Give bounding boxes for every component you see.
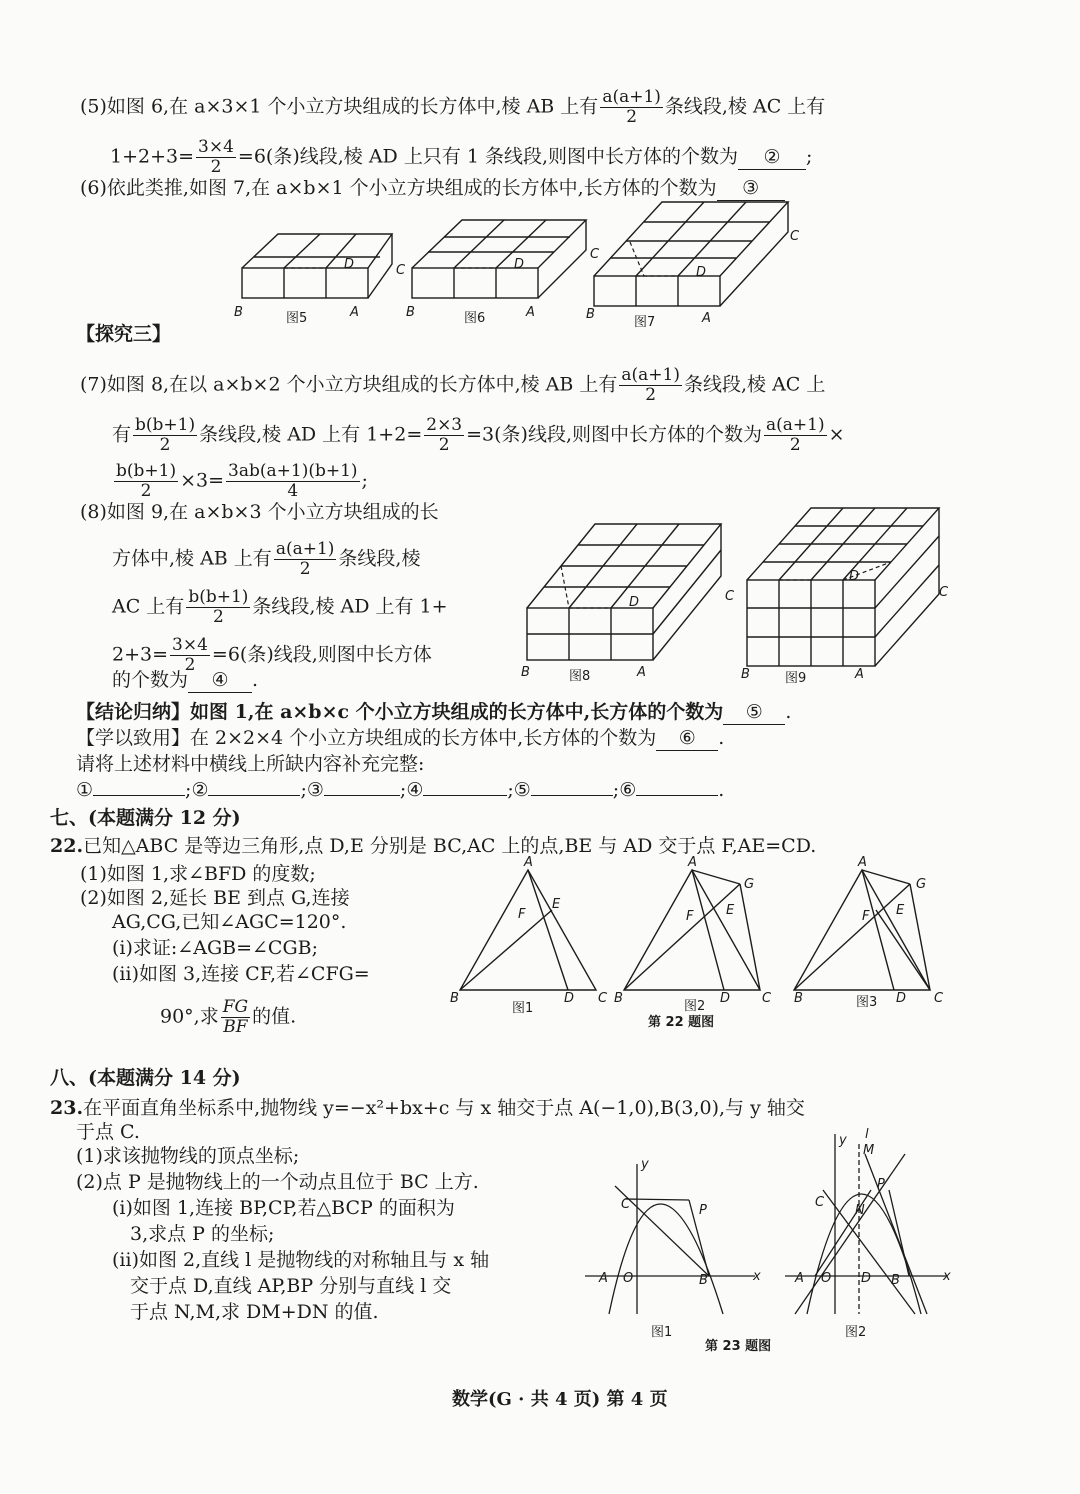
answer-blank-4[interactable]: ④	[188, 668, 252, 693]
frac-num: a(a+1)	[602, 87, 661, 107]
conclusion-text: 【结论归纳】如图 1,在 a×b×c 个小立方块组成的长方体中,长方体的个数为	[76, 701, 724, 723]
label-D: D	[564, 991, 575, 1006]
label-C: C	[939, 585, 949, 600]
fraction	[274, 540, 337, 579]
answer-blank-3[interactable]: ③	[717, 176, 785, 201]
frac-num: FG	[222, 997, 249, 1017]
instruction-line: 请将上述材料中横线上所缺内容补充完整:	[76, 753, 425, 775]
fraction	[133, 416, 197, 455]
ans-label-6: ;⑥	[612, 779, 637, 801]
label-y: y	[641, 1157, 649, 1172]
fig8-caption: 图8	[569, 669, 591, 684]
frac-den: 2	[184, 655, 196, 675]
q23-part2-i-a: (ⅰ)如图 1,连接 BP,CP,若△BCP 的面积为	[112, 1197, 455, 1219]
answer-blank-2[interactable]: ②	[738, 145, 806, 170]
label-D: D	[344, 257, 355, 272]
label-C: C	[621, 1197, 631, 1212]
label-A: A	[599, 1271, 608, 1286]
q5-text-a: (5)如图 6,在 a×3×1 个小立方块组成的长方体中,棱 AB 上有	[80, 95, 599, 118]
label-C: C	[598, 991, 608, 1006]
q8-line5	[112, 668, 258, 693]
frac-num: b(b+1)	[188, 587, 249, 607]
q22-l7-a: 90°,求	[160, 1005, 219, 1028]
q5-line2	[110, 138, 812, 177]
apply-line	[76, 726, 724, 751]
q7-text-b: 条线段,棱 AC 上	[684, 373, 826, 396]
q8-line1: (8)如图 9,在 a×b×3 个小立方块组成的长	[80, 501, 439, 523]
q23-number: 23.	[50, 1097, 84, 1119]
answers-line	[76, 778, 724, 802]
label-C: C	[762, 991, 772, 1006]
label-y: y	[839, 1133, 847, 1148]
label-D: D	[696, 265, 707, 280]
q7-l2-c: =3(条)线段,则图中长方体的个数为	[466, 423, 763, 446]
q23-part2: (2)点 P 是抛物线上的一个动点且位于 BC 上方.	[76, 1171, 479, 1193]
label-C: C	[790, 229, 800, 244]
q22-part2-b: AG,CG,已知∠AGC=120°.	[112, 911, 347, 933]
label-A: A	[688, 855, 697, 870]
label-x: x	[753, 1269, 761, 1284]
label-G: G	[916, 877, 927, 892]
label-B: B	[521, 665, 530, 680]
frac-num: 3×4	[198, 137, 234, 157]
frac-num: a(a+1)	[766, 415, 825, 435]
q23-fig1-caption: 图1	[651, 1325, 673, 1340]
ans-label-2: ;②	[185, 779, 209, 801]
label-A: A	[637, 665, 646, 680]
q8-l3-a: AC 上有	[112, 595, 185, 618]
conclusion-end: .	[785, 701, 792, 723]
q23-fig2-caption: 图2	[845, 1325, 867, 1340]
frac-den: 2	[645, 385, 657, 405]
q22-line7	[160, 998, 296, 1037]
q22-part1: (1)如图 1,求∠BFD 的度数;	[80, 863, 316, 885]
frac-den: 2	[789, 435, 801, 455]
q6-text: (6)依此类推,如图 7,在 a×b×1 个小立方块组成的长方体中,长方体的个数为	[80, 177, 717, 199]
q23-part1: (1)求该抛物线的顶点坐标;	[76, 1145, 300, 1167]
label-A: A	[524, 855, 533, 870]
label-O: O	[623, 1271, 634, 1286]
answer-input-6[interactable]	[636, 795, 718, 796]
label-D: D	[896, 991, 907, 1006]
q22-l7-b: 的值.	[252, 1005, 297, 1028]
label-B: B	[891, 1273, 900, 1288]
frac-num: a(a+1)	[275, 539, 335, 559]
label-B: B	[450, 991, 459, 1006]
frac-den: 4	[287, 481, 299, 501]
q5-text-b: 条线段,棱 AC 上有	[664, 95, 826, 118]
q22-caption: 第 22 题图	[648, 1015, 715, 1030]
q22-fig1-caption: 图1	[512, 1001, 534, 1016]
q7-l2-b: 条线段,棱 AD 上有 1+2=	[199, 423, 423, 446]
label-C: C	[815, 1195, 825, 1210]
frac-den: BF	[223, 1017, 248, 1037]
figures-5-6-7	[230, 196, 810, 336]
q23-part2-i-b: 3,求点 P 的坐标;	[130, 1223, 275, 1245]
q8-l4-a: 2+3=	[112, 643, 169, 666]
page-footer: 数学(G · 共 4 页) 第 4 页	[452, 1389, 668, 1410]
frac-num: b(b+1)	[116, 461, 177, 481]
fig6-caption: 图6	[464, 311, 486, 326]
label-N: N	[855, 1203, 865, 1218]
q22-part2-i: (ⅰ)求证:∠AGB=∠CGB;	[112, 937, 319, 959]
q5-line2-a: 1+2+3=	[110, 145, 195, 168]
q8-l2-a: 方体中,棱 AB 上有	[112, 547, 272, 570]
answer-input-3[interactable]	[324, 795, 400, 796]
fraction	[114, 462, 178, 501]
apply-text: 【学以致用】在 2×2×4 个小立方块组成的长方体中,长方体的个数为	[76, 727, 657, 749]
label-A: A	[858, 855, 867, 870]
q8-l4-b: =6(条)线段,则图中长方体	[211, 643, 432, 666]
answer-input-1[interactable]	[93, 795, 185, 796]
label-M: M	[863, 1143, 875, 1158]
frac-num: 2×3	[426, 415, 463, 435]
cuboid-figures-8-9-svg	[515, 500, 955, 690]
label-B: B	[794, 991, 803, 1006]
q23-line2: 于点 C.	[76, 1121, 140, 1143]
label-A: A	[855, 667, 864, 682]
label-D: D	[849, 569, 860, 584]
frac-den: 2	[299, 559, 311, 579]
figures-8-9	[515, 500, 955, 690]
q23-part2-ii-c: 于点 N,M,求 DM+DN 的值.	[130, 1301, 379, 1323]
q22-figures	[448, 854, 958, 1034]
fraction	[764, 416, 827, 455]
ans-label-4: ;④	[399, 779, 424, 801]
label-D: D	[514, 257, 525, 272]
label-B: B	[614, 991, 623, 1006]
label-E: E	[552, 897, 561, 912]
q22-fig2-caption: 图2	[684, 999, 706, 1014]
q5-line1	[80, 88, 825, 127]
q23-line1	[50, 1096, 805, 1120]
label-A: A	[526, 305, 535, 320]
label-P: P	[699, 1203, 707, 1218]
q22-stem: 已知△ABC 是等边三角形,点 D,E 分别是 BC,AC 上的点,BE 与 AD 交于点 F,AE=CD.	[83, 835, 817, 857]
q5-end: ;	[806, 145, 813, 168]
explore3-heading: 【探究三】	[76, 323, 172, 345]
frac-den: 2	[438, 435, 450, 455]
label-F: F	[686, 909, 694, 924]
frac-num: 3×4	[172, 635, 208, 655]
parabola-figures-svg	[575, 1124, 965, 1354]
fraction	[600, 88, 663, 127]
q7-line2	[112, 416, 845, 455]
label-B: B	[406, 305, 415, 320]
answer-input-5[interactable]	[531, 795, 613, 796]
q7-text-a: (7)如图 8,在以 a×b×2 个小立方块组成的长方体中,棱 AB 上有	[80, 373, 618, 396]
section7-heading: 七、(本题满分 12 分)	[50, 807, 241, 829]
fraction	[619, 366, 682, 405]
frac-den: 2	[212, 607, 224, 627]
q8-line3	[112, 588, 448, 627]
q22-part2-ii: (ⅱ)如图 3,连接 CF,若∠CFG=	[112, 963, 370, 985]
label-F: F	[518, 907, 526, 922]
q7-l3-b: ;	[361, 469, 368, 492]
fraction	[226, 462, 360, 501]
frac-den: 2	[626, 107, 638, 127]
frac-den: 2	[210, 157, 222, 177]
q23-part2-ii-a: (ⅱ)如图 2,直线 l 是抛物线的对称轴且与 x 轴	[112, 1249, 490, 1271]
frac-den: 2	[159, 435, 171, 455]
q8-l2-b: 条线段,棱	[338, 547, 421, 570]
q23-part2-ii-b: 交于点 D,直线 AP,BP 分别与直线 l 交	[130, 1275, 452, 1297]
ans-label-5: ;⑤	[507, 779, 531, 801]
q7-l2-a: 有	[112, 423, 132, 446]
q22-part2-a: (2)如图 2,延长 BE 到点 G,连接	[80, 887, 350, 909]
triangle-figures-svg	[448, 854, 958, 1034]
label-A: A	[350, 305, 359, 320]
q22-number: 22.	[50, 835, 84, 857]
apply-end: .	[718, 727, 725, 749]
answer-input-4[interactable]	[423, 795, 507, 796]
q7-line3	[112, 462, 368, 501]
ans-end: .	[718, 779, 725, 801]
frac-num: a(a+1)	[621, 365, 680, 385]
label-D: D	[720, 991, 731, 1006]
fig9-caption: 图9	[785, 671, 807, 686]
answer-blank-6[interactable]: ⑥	[656, 726, 718, 751]
label-x: x	[943, 1269, 951, 1284]
label-P: P	[877, 1177, 885, 1192]
fig5-caption: 图5	[286, 311, 308, 326]
fraction	[186, 588, 250, 627]
q8-l5-b: .	[252, 669, 259, 691]
label-C: C	[725, 589, 735, 604]
q8-l5-a: 的个数为	[112, 669, 189, 691]
fraction	[424, 416, 464, 455]
q5-line2-b: =6(条)线段,棱 AD 上只有 1 条线段,则图中长方体的个数为	[237, 145, 739, 168]
label-C: C	[934, 991, 944, 1006]
label-l: l	[865, 1127, 869, 1142]
answer-input-2[interactable]	[208, 795, 300, 796]
label-E: E	[896, 903, 905, 918]
label-G: G	[744, 877, 755, 892]
q23-figures	[575, 1124, 965, 1354]
frac-num: 3ab(a+1)(b+1)	[228, 461, 358, 481]
ans-label-1: ①	[76, 779, 94, 801]
q7-line1	[80, 366, 825, 405]
frac-den: 2	[140, 481, 152, 501]
q22-fig3-caption: 图3	[856, 995, 878, 1010]
q7-l2-d: ×	[828, 423, 845, 446]
q23-stem: 在平面直角坐标系中,抛物线 y=−x²+bx+c 与 x 轴交于点 A(−1,0),B(3,0),与 y 轴交	[83, 1097, 805, 1119]
fraction	[221, 998, 250, 1037]
fig7-caption: 图7	[634, 315, 656, 330]
q23-caption: 第 23 题图	[705, 1339, 772, 1354]
label-C: C	[590, 247, 600, 262]
label-B: B	[234, 305, 243, 320]
label-C: C	[396, 263, 406, 278]
frac-num: b(b+1)	[135, 415, 196, 435]
label-O: O	[821, 1271, 832, 1286]
label-A: A	[795, 1271, 804, 1286]
q7-l3-a: ×3=	[180, 469, 225, 492]
ans-label-3: ;③	[300, 779, 324, 801]
label-A: A	[702, 311, 711, 326]
label-D: D	[861, 1271, 872, 1286]
fraction	[196, 138, 236, 177]
answer-blank-5[interactable]: ⑤	[723, 700, 785, 725]
cuboid-figures-svg	[230, 196, 810, 336]
label-B: B	[586, 307, 595, 322]
label-E: E	[726, 903, 735, 918]
label-F: F	[862, 909, 870, 924]
conclusion-line1	[76, 700, 791, 725]
q8-l3-b: 条线段,棱 AD 上有 1+	[252, 595, 448, 618]
label-B: B	[741, 667, 750, 682]
label-B: B	[699, 1273, 708, 1288]
q8-line2	[112, 540, 420, 579]
label-D: D	[629, 595, 640, 610]
section8-heading: 八、(本题满分 14 分)	[50, 1067, 241, 1089]
